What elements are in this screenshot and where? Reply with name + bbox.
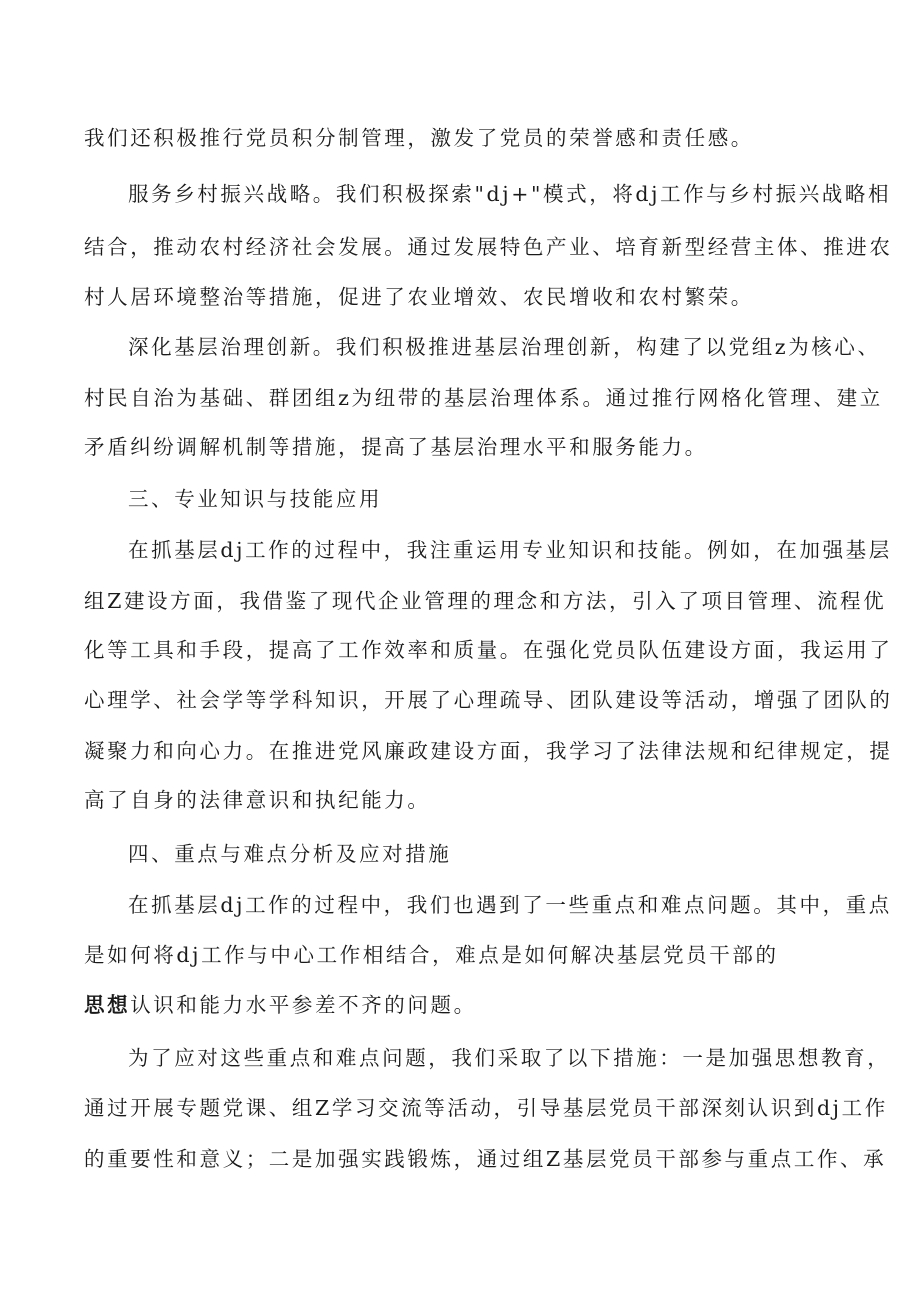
section-heading: 三、专业知识与技能应用	[128, 487, 383, 511]
paragraph-line: 村民自治为基础、群团组z为纽带的基层治理体系。通过推行网格化管理、建立	[84, 386, 883, 410]
paragraph-line: 结合，推动农村经济社会发展。通过发展特色产业、培育新型经营主体、推进农	[84, 235, 893, 259]
paragraph-line: 是如何将dj工作与中心工作相结合，难点是如何解决基层党员干部的	[84, 943, 779, 967]
paragraph-line: 服务乡村振兴战略。我们积极探索"dj+"模式，将dj工作与乡村振兴战略相	[128, 182, 892, 206]
paragraph-line: 我们还积极推行党员积分制管理，激发了党员的荣誉感和责任感。	[84, 126, 754, 150]
paragraph-line-mixed	[84, 991, 844, 1019]
paragraph-line: 组Z建设方面，我借鉴了现代企业管理的理念和方法，引入了项目管理、流程优	[84, 589, 887, 613]
bold-phrase: 思想	[84, 993, 131, 1017]
paragraph-line: 在抓基层dj工作的过程中，我注重运用专业知识和技能。例如，在加强基层	[128, 538, 892, 562]
paragraph-line: 深化基层治理创新。我们积极推进基层治理创新，构建了以党组z为核心、	[128, 335, 881, 359]
paragraph-line: 凝聚力和向心力。在推进党风廉政建设方面，我学习了法律法规和纪律规定，提	[84, 739, 893, 763]
regular-phrase: 认识和能力水平参差不齐的问题。	[130, 993, 477, 1017]
section-heading: 四、重点与难点分析及应对措施	[128, 842, 452, 866]
paragraph-line: 在抓基层dj工作的过程中，我们也遇到了一些重点和难点问题。其中，重点	[128, 893, 892, 917]
paragraph-line: 化等工具和手段，提高了工作效率和质量。在强化党员队伍建设方面，我运用了	[84, 638, 893, 662]
paragraph-line: 心理学、社会学等学科知识，开展了心理疏导、团队建设等活动，增强了团队的	[84, 688, 893, 712]
paragraph-line: 的重要性和意义；二是加强实践锻炼，通过组Z基层党员干部参与重点工作、承	[84, 1147, 887, 1171]
paragraph-line: 通过开展专题党课、组Z学习交流等活动，引导基层党员干部深刻认识到dj工作	[84, 1096, 888, 1120]
paragraph-line: 矛盾纠纷调解机制等措施，提高了基层治理水平和服务能力。	[84, 435, 708, 459]
paragraph-line: 高了自身的法律意识和执纪能力。	[84, 788, 431, 812]
paragraph-line: 为了应对这些重点和难点问题，我们采取了以下措施：一是加强思想教育，	[128, 1046, 891, 1070]
paragraph-line: 村人居环境整治等措施，促进了农业增效、农民增收和农村繁荣。	[84, 285, 754, 309]
